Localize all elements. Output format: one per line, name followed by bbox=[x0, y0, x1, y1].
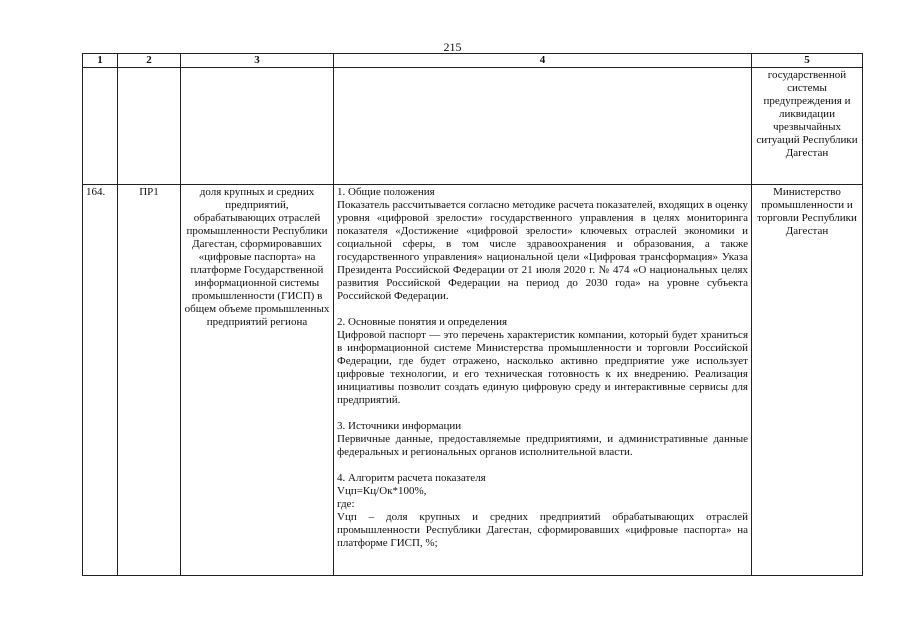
indicator-table bbox=[82, 53, 863, 576]
cell-empty bbox=[118, 68, 181, 185]
header-col-1: 1 bbox=[83, 54, 118, 68]
formula: Vцп=Кц/Ок*100%, bbox=[337, 485, 427, 497]
cell-method bbox=[334, 185, 752, 576]
section-2-title: 2. Основные понятия и определения bbox=[337, 316, 508, 328]
table-row-164 bbox=[83, 185, 863, 576]
section-1-text: Показатель рассчитывается согласно методике расчета показателей, входящих в оценку уровня «цифровой зрелости» государственного управления в целях мониторинга показателя «Достижение «цифровой зрелости» ключевых отраслей экономики и социальной сферы, в том числе здравоохранения и образования, а также государственного управления» национальной цели «Цифровая трансформация» Указа Президента Российской Федерации от 21 июля 2020 г. № 474 «О национальных целях развития Российской Федерации на период до 2030 года» на уровне субъекта Российской Федерации. bbox=[337, 199, 748, 302]
cell-empty bbox=[83, 68, 118, 185]
header-col-4: 4 bbox=[334, 54, 752, 68]
section-2-text: Цифровой паспорт — это перечень характеристик компании, который будет храниться в информационной системе Министерства промышленности и торговли Российской Федерации, где будет отражено, насколько активно предприятие уже использует цифровые технологии, и его техническая готовность к их внедрению. Реализация инициативы позволит создать единую цифровую среду и интерактивные сервисы для предприятий. bbox=[337, 329, 748, 406]
section-1-title: 1. Общие положения bbox=[337, 186, 435, 198]
page-number: 215 bbox=[443, 40, 462, 54]
cell-empty bbox=[334, 68, 752, 185]
header-col-3: 3 bbox=[181, 54, 334, 68]
definition-vcp: Vцп – доля крупных и средних предприятий обрабатывающих отраслей промышленности Республики Дагестан, сформировавших «цифровые паспорта» на платформе ГИСП, %; bbox=[337, 511, 748, 549]
header-row bbox=[83, 54, 863, 68]
table-row-continued bbox=[83, 68, 863, 185]
header-col-2: 2 bbox=[118, 54, 181, 68]
section-4-title: 4. Алгоритм расчета показателя bbox=[337, 472, 486, 484]
where-label: где: bbox=[337, 498, 355, 510]
cell-indicator: доля крупных и средних предприятий, обрабатывающих отраслей промышленности Республики Дагестан, сформировавших «цифровые паспорта» на платформе Государственной информационной системы промышленности (ГИСП) в общем объеме промышленных предприятий региона bbox=[181, 185, 334, 576]
cell-row-number: 164. bbox=[83, 185, 118, 576]
section-3-text: Первичные данные, предоставляемые предприятиями, и административные данные федеральных и региональных органов исполнительной власти. bbox=[337, 433, 748, 458]
header-col-5: 5 bbox=[752, 54, 863, 68]
cell-code: ПР1 bbox=[118, 185, 181, 576]
section-3-title: 3. Источники информации bbox=[337, 420, 462, 432]
cell-empty bbox=[181, 68, 334, 185]
cell-responsible: Министерство промышленности и торговли Республики Дагестан bbox=[752, 185, 863, 576]
cell-responsible-continued: государственной системы предупреждения и ликвидации чрезвычайных ситуаций Республики Дагестан bbox=[752, 68, 863, 185]
